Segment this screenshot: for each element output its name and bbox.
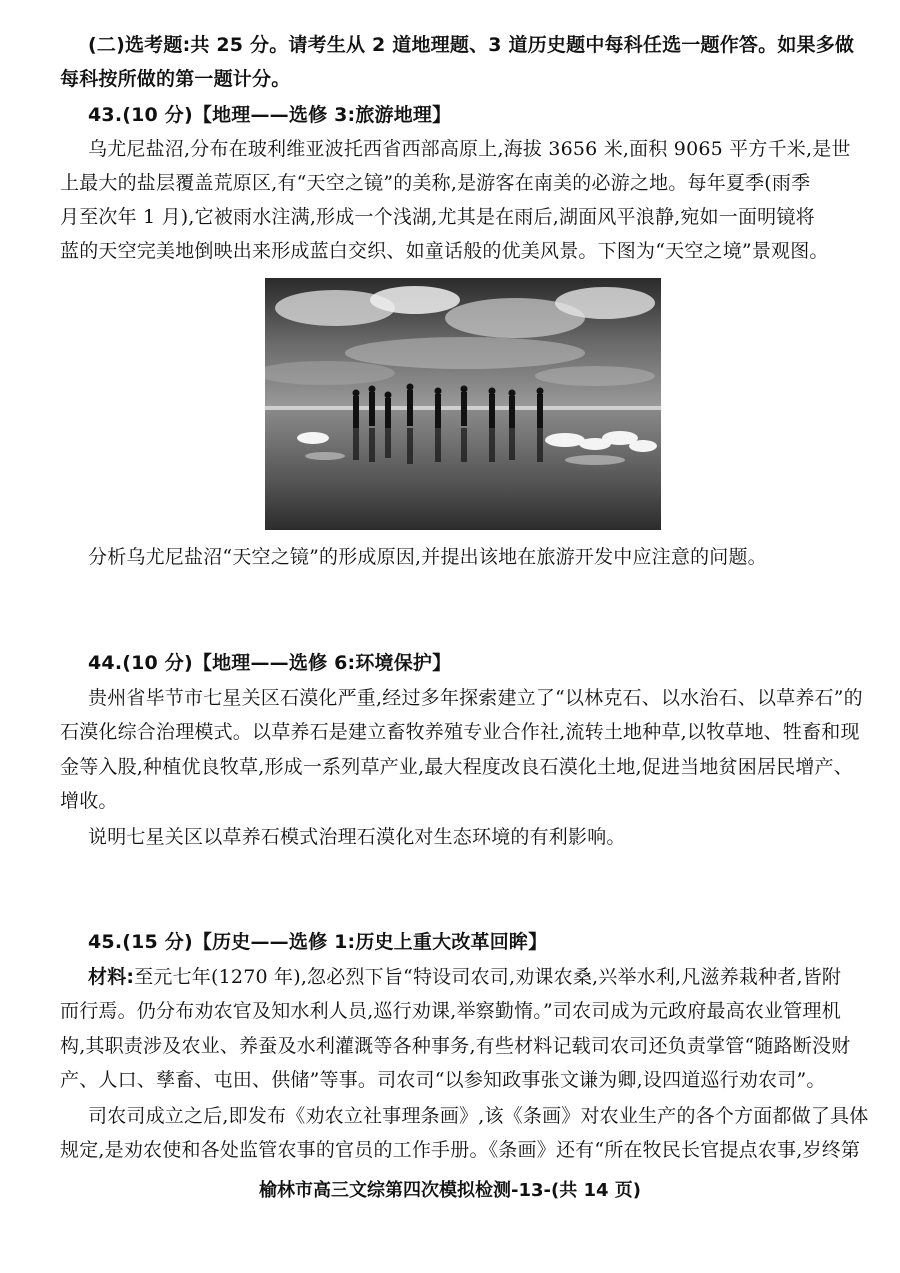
- salt-flat-mirror-photo: [265, 278, 661, 530]
- q44-heading: 44.(10 分)【地理——选修 6:环境保护】: [88, 652, 452, 674]
- q45-passage-line: 构,其职责涉及农业、养蚕及水利灌溉等各种事务,有些材料记载司农司还负责掌管“随路断没财: [60, 1035, 851, 1057]
- q44-question: 说明七星关区以草养石模式治理石漠化对生态环境的有利影响。: [88, 826, 626, 848]
- q45-passage-line: 司农司成立之后,即发布《劝农立社事理条画》,该《条画》对农业生产的各个方面都做了具体: [88, 1105, 869, 1127]
- q43-heading: 43.(10 分)【地理——选修 3:旅游地理】: [88, 104, 452, 126]
- q45-passage-line: 至元七年(1270 年),忽必烈下旨“特设司农司,劝课农桑,兴举水利,凡滋养栽种者,皆附: [134, 966, 842, 988]
- q45-material-label: 材料:: [88, 966, 135, 988]
- q44-passage-line: 石漠化综合治理模式。以草养石是建立畜牧养殖专业合作社,流转土地种草,以牧草地、牲畜和现: [60, 721, 860, 743]
- q43-passage-line: 月至次年 1 月),它被雨水注满,形成一个浅湖,尤其是在雨后,湖面风平浪静,宛如一面明镜将: [60, 206, 815, 228]
- q45-passage-line: 而行焉。仍分布劝农官及知水利人员,巡行劝课,举察勤惰。”司农司成为元政府最高农业管理机: [60, 1000, 841, 1022]
- q45-passage-line: 规定,是劝农使和各处监管农事的官员的工作手册。《条画》还有“所在牧民长官提点农事,岁终第: [60, 1139, 861, 1161]
- section-header-line-1: (二)选考题:共 25 分。请考生从 2 道地理题、3 道历史题中每科任选一题作答。如果多做: [88, 34, 855, 56]
- q45-heading: 45.(15 分)【历史——选修 1:历史上重大改革回眸】: [88, 931, 548, 953]
- q45-material-line: [88, 965, 841, 989]
- q43-passage-line: 乌尤尼盐沼,分布在玻利维亚波托西省西部高原上,海拔 3656 米,面积 9065 平方千米,是世: [88, 138, 851, 160]
- q44-passage-line: 金等入股,种植优良牧草,形成一系列草产业,最大程度改良石漠化土地,促进当地贫困居民增产、: [60, 756, 853, 778]
- q44-passage-line: 增收。: [60, 790, 118, 812]
- page-footer: 榆林市高三文综第四次模拟检测-13-(共 14 页): [258, 1180, 642, 1201]
- section-header-line-2: 每科按所做的第一题计分。: [60, 68, 291, 90]
- q43-passage-line: 上最大的盐层覆盖荒原区,有“天空之镜”的美称,是游客在南美的必游之地。每年夏季(雨季: [60, 172, 811, 194]
- q43-passage-line: 蓝的天空完美地倒映出来形成蓝白交织、如童话般的优美风景。下图为“天空之境”景观图。: [60, 240, 829, 262]
- q44-passage-line: 贵州省毕节市七星关区石漠化严重,经过多年探索建立了“以林克石、以水治石、以草养石”的: [88, 687, 863, 709]
- q45-passage-line: 产、人口、孳畜、屯田、供储”等事。司农司“以参知政事张文谦为卿,设四道巡行劝农司”。: [60, 1069, 826, 1091]
- q43-question: 分析乌尤尼盐沼“天空之镜”的形成原因,并提出该地在旅游开发中应注意的问题。: [88, 546, 767, 568]
